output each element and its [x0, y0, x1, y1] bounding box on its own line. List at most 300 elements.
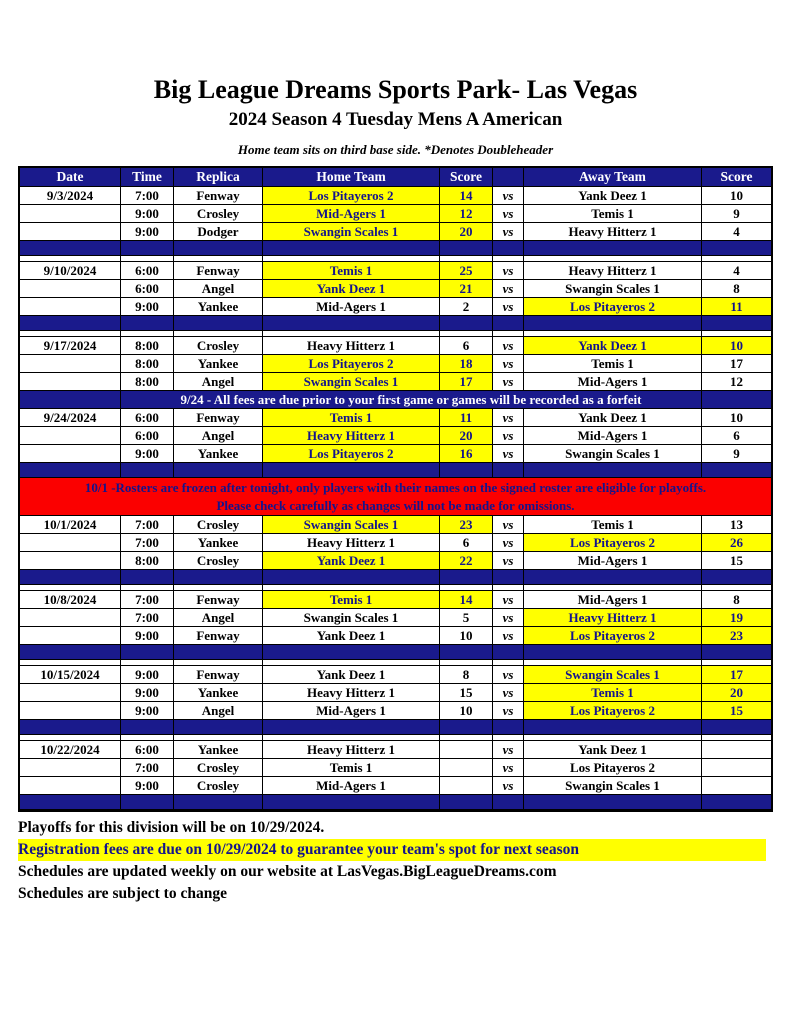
home-score-cell: 18: [440, 355, 493, 373]
away-team-cell: Mid-Agers 1: [524, 552, 702, 570]
away-team-cell: Yank Deez 1: [524, 409, 702, 427]
separator-cell: [493, 316, 524, 331]
separator-cell: [174, 720, 263, 735]
time-cell: 9:00: [121, 205, 174, 223]
separator-cell: [440, 795, 493, 810]
date-cell: [20, 205, 121, 223]
game-row: [20, 337, 771, 355]
replica-cell: Angel: [174, 373, 263, 391]
away-score-cell: 4: [702, 262, 771, 280]
separator-cell: [440, 645, 493, 660]
separator-cell: [524, 720, 702, 735]
away-team-cell: Heavy Hitterz 1: [524, 609, 702, 627]
date-cell: [20, 373, 121, 391]
separator-row: [20, 795, 771, 810]
replica-cell: Crosley: [174, 337, 263, 355]
date-cell: [20, 280, 121, 298]
date-cell: 9/3/2024: [20, 187, 121, 205]
vs-cell: vs: [493, 609, 524, 627]
vs-cell: vs: [493, 445, 524, 463]
date-cell: [20, 552, 121, 570]
separator-cell: [493, 241, 524, 256]
replica-cell: Yankee: [174, 445, 263, 463]
home-score-cell: 14: [440, 187, 493, 205]
separator-cell: [524, 463, 702, 478]
away-team-cell: Temis 1: [524, 684, 702, 702]
roster-banner-line2: Please check carefully as changes will not be made for omissions.: [216, 497, 575, 513]
separator-cell: [440, 720, 493, 735]
separator-cell: [702, 316, 771, 331]
col-header-away-score: Score: [702, 168, 771, 187]
separator-cell: [174, 316, 263, 331]
away-team-cell: Mid-Agers 1: [524, 591, 702, 609]
game-row: [20, 223, 771, 241]
home-score-cell: 10: [440, 702, 493, 720]
vs-cell: vs: [493, 337, 524, 355]
separator-cell: [263, 463, 440, 478]
away-team-cell: Temis 1: [524, 516, 702, 534]
game-row: [20, 409, 771, 427]
home-team-cell: Mid-Agers 1: [263, 205, 440, 223]
replica-cell: Yankee: [174, 534, 263, 552]
vs-cell: vs: [493, 777, 524, 795]
col-header-date: Date: [20, 168, 121, 187]
away-score-cell: 19: [702, 609, 771, 627]
time-cell: 9:00: [121, 298, 174, 316]
game-row: [20, 516, 771, 534]
home-team-cell: Heavy Hitterz 1: [263, 534, 440, 552]
separator-cell: [20, 316, 121, 331]
page: [18, 0, 773, 905]
roster-banner-row: [20, 478, 771, 516]
game-row: [20, 373, 771, 391]
away-score-cell: 15: [702, 552, 771, 570]
page-title: Big League Dreams Sports Park- Las Vegas: [153, 75, 638, 104]
replica-cell: Yankee: [174, 684, 263, 702]
home-team-cell: Heavy Hitterz 1: [263, 337, 440, 355]
time-cell: 8:00: [121, 373, 174, 391]
away-score-cell: 23: [702, 627, 771, 645]
away-score-cell: 15: [702, 702, 771, 720]
fees-banner-left-cell: [20, 391, 121, 409]
home-score-cell: 12: [440, 205, 493, 223]
home-score-cell: [440, 777, 493, 795]
date-cell: [20, 427, 121, 445]
home-score-cell: 15: [440, 684, 493, 702]
game-row: [20, 427, 771, 445]
separator-row: [20, 645, 771, 660]
replica-cell: Fenway: [174, 666, 263, 684]
date-cell: 10/8/2024: [20, 591, 121, 609]
footer-change-note: Schedules are subject to change: [18, 884, 227, 902]
vs-cell: vs: [493, 552, 524, 570]
time-cell: 6:00: [121, 427, 174, 445]
separator-cell: [174, 795, 263, 810]
col-header-replica: Replica: [174, 168, 263, 187]
separator-cell: [493, 795, 524, 810]
time-cell: 8:00: [121, 355, 174, 373]
home-score-cell: 6: [440, 534, 493, 552]
page-subtitle: 2024 Season 4 Tuesday Mens A American: [228, 109, 563, 131]
vs-cell: vs: [493, 205, 524, 223]
replica-cell: Angel: [174, 280, 263, 298]
home-score-cell: 16: [440, 445, 493, 463]
home-score-cell: 21: [440, 280, 493, 298]
time-cell: 9:00: [121, 627, 174, 645]
home-team-cell: Yank Deez 1: [263, 552, 440, 570]
separator-row: [20, 570, 771, 585]
home-score-cell: 22: [440, 552, 493, 570]
away-team-cell: Los Pitayeros 2: [524, 298, 702, 316]
home-score-cell: 10: [440, 627, 493, 645]
game-row: [20, 445, 771, 463]
away-score-cell: 8: [702, 591, 771, 609]
time-cell: 7:00: [121, 759, 174, 777]
home-team-cell: Mid-Agers 1: [263, 777, 440, 795]
date-cell: [20, 609, 121, 627]
game-row: [20, 552, 771, 570]
away-team-cell: Los Pitayeros 2: [524, 759, 702, 777]
separator-cell: [493, 720, 524, 735]
separator-row: [20, 463, 771, 478]
home-team-cell: Mid-Agers 1: [263, 702, 440, 720]
away-score-cell: 26: [702, 534, 771, 552]
home-team-cell: Los Pitayeros 2: [263, 187, 440, 205]
separator-cell: [493, 570, 524, 585]
separator-row: [20, 316, 771, 331]
away-team-cell: Los Pitayeros 2: [524, 534, 702, 552]
home-score-cell: 6: [440, 337, 493, 355]
vs-cell: vs: [493, 187, 524, 205]
home-team-cell: Heavy Hitterz 1: [263, 684, 440, 702]
time-cell: 6:00: [121, 409, 174, 427]
fees-banner-text: 9/24 - All fees are due prior to your first game or games will be recorded as a forfeit: [121, 391, 702, 409]
home-team-cell: Temis 1: [263, 409, 440, 427]
replica-cell: Fenway: [174, 591, 263, 609]
vs-cell: vs: [493, 666, 524, 684]
home-team-cell: Los Pitayeros 2: [263, 355, 440, 373]
separator-cell: [20, 570, 121, 585]
separator-cell: [702, 645, 771, 660]
separator-cell: [440, 316, 493, 331]
away-score-cell: [702, 759, 771, 777]
game-row: [20, 777, 771, 795]
replica-cell: Dodger: [174, 223, 263, 241]
schedule-table: [18, 166, 773, 812]
replica-cell: Angel: [174, 427, 263, 445]
vs-cell: vs: [493, 627, 524, 645]
separator-cell: [524, 316, 702, 331]
home-team-cell: Temis 1: [263, 591, 440, 609]
home-team-cell: Swangin Scales 1: [263, 373, 440, 391]
separator-cell: [702, 570, 771, 585]
separator-cell: [20, 720, 121, 735]
separator-cell: [702, 463, 771, 478]
away-score-cell: 17: [702, 355, 771, 373]
time-cell: 9:00: [121, 223, 174, 241]
home-score-cell: 23: [440, 516, 493, 534]
separator-cell: [263, 570, 440, 585]
home-score-cell: 20: [440, 223, 493, 241]
away-score-cell: 10: [702, 187, 771, 205]
game-row: [20, 280, 771, 298]
away-score-cell: 9: [702, 205, 771, 223]
replica-cell: Angel: [174, 702, 263, 720]
replica-cell: Yankee: [174, 741, 263, 759]
date-cell: 10/22/2024: [20, 741, 121, 759]
time-cell: 8:00: [121, 552, 174, 570]
separator-cell: [174, 241, 263, 256]
vs-cell: vs: [493, 262, 524, 280]
vs-cell: vs: [493, 702, 524, 720]
game-row: [20, 187, 771, 205]
home-team-cell: Swangin Scales 1: [263, 223, 440, 241]
time-cell: 7:00: [121, 516, 174, 534]
date-cell: [20, 759, 121, 777]
time-cell: 9:00: [121, 702, 174, 720]
footer-notes: [18, 817, 773, 905]
separator-cell: [493, 645, 524, 660]
roster-banner-cell: [20, 478, 771, 516]
date-cell: [20, 702, 121, 720]
time-cell: 9:00: [121, 777, 174, 795]
vs-cell: vs: [493, 223, 524, 241]
game-row: [20, 702, 771, 720]
fees-banner-right-cell: [702, 391, 771, 409]
date-cell: [20, 627, 121, 645]
time-cell: 7:00: [121, 609, 174, 627]
date-cell: [20, 223, 121, 241]
away-score-cell: 17: [702, 666, 771, 684]
home-team-cell: Temis 1: [263, 262, 440, 280]
away-team-cell: Yank Deez 1: [524, 337, 702, 355]
home-score-cell: 8: [440, 666, 493, 684]
separator-cell: [702, 720, 771, 735]
date-cell: [20, 445, 121, 463]
vs-cell: vs: [493, 355, 524, 373]
home-team-cell: Heavy Hitterz 1: [263, 427, 440, 445]
vs-cell: vs: [493, 280, 524, 298]
away-score-cell: 4: [702, 223, 771, 241]
separator-cell: [20, 463, 121, 478]
away-team-cell: Swangin Scales 1: [524, 666, 702, 684]
time-cell: 6:00: [121, 741, 174, 759]
separator-cell: [440, 241, 493, 256]
vs-cell: vs: [493, 298, 524, 316]
time-cell: 6:00: [121, 262, 174, 280]
replica-cell: Fenway: [174, 187, 263, 205]
game-row: [20, 591, 771, 609]
vs-cell: vs: [493, 373, 524, 391]
separator-cell: [524, 645, 702, 660]
replica-cell: Yankee: [174, 298, 263, 316]
table-header-row: [20, 168, 771, 187]
away-score-cell: 11: [702, 298, 771, 316]
away-team-cell: Swangin Scales 1: [524, 280, 702, 298]
separator-cell: [20, 645, 121, 660]
separator-cell: [20, 241, 121, 256]
game-row: [20, 205, 771, 223]
home-score-cell: [440, 741, 493, 759]
footer-registration-note: Registration fees are due on 10/29/2024 to guarantee your team's spot for next season: [18, 839, 766, 861]
game-row: [20, 262, 771, 280]
footer-playoffs-note: Playoffs for this division will be on 10/29/2024.: [18, 818, 325, 836]
separator-row: [20, 720, 771, 735]
separator-cell: [440, 570, 493, 585]
vs-cell: vs: [493, 759, 524, 777]
game-row: [20, 534, 771, 552]
home-score-cell: 17: [440, 373, 493, 391]
away-score-cell: 13: [702, 516, 771, 534]
date-cell: [20, 777, 121, 795]
away-team-cell: Temis 1: [524, 205, 702, 223]
home-score-cell: 5: [440, 609, 493, 627]
replica-cell: Crosley: [174, 759, 263, 777]
away-team-cell: Swangin Scales 1: [524, 445, 702, 463]
separator-cell: [121, 316, 174, 331]
vs-cell: vs: [493, 534, 524, 552]
away-score-cell: 8: [702, 280, 771, 298]
separator-cell: [121, 720, 174, 735]
home-team-cell: Yank Deez 1: [263, 666, 440, 684]
vs-cell: vs: [493, 409, 524, 427]
separator-cell: [174, 645, 263, 660]
replica-cell: Angel: [174, 609, 263, 627]
replica-cell: Crosley: [174, 516, 263, 534]
away-team-cell: Heavy Hitterz 1: [524, 223, 702, 241]
replica-cell: Crosley: [174, 777, 263, 795]
separator-cell: [121, 795, 174, 810]
vs-cell: vs: [493, 427, 524, 445]
fees-banner-row: [20, 391, 771, 409]
away-team-cell: Yank Deez 1: [524, 187, 702, 205]
away-score-cell: 6: [702, 427, 771, 445]
replica-cell: Fenway: [174, 627, 263, 645]
separator-cell: [121, 241, 174, 256]
away-score-cell: 10: [702, 409, 771, 427]
away-team-cell: Los Pitayeros 2: [524, 627, 702, 645]
replica-cell: Crosley: [174, 205, 263, 223]
date-cell: 9/24/2024: [20, 409, 121, 427]
game-row: [20, 627, 771, 645]
time-cell: 9:00: [121, 445, 174, 463]
separator-cell: [121, 570, 174, 585]
vs-cell: vs: [493, 516, 524, 534]
away-score-cell: 12: [702, 373, 771, 391]
away-team-cell: Mid-Agers 1: [524, 373, 702, 391]
time-cell: 7:00: [121, 534, 174, 552]
page-note: Home team sits on third base side. *Denotes Doubleheader: [237, 142, 554, 158]
away-score-cell: 10: [702, 337, 771, 355]
home-team-cell: Mid-Agers 1: [263, 298, 440, 316]
away-score-cell: 20: [702, 684, 771, 702]
game-row: [20, 355, 771, 373]
time-cell: 6:00: [121, 280, 174, 298]
game-row: [20, 609, 771, 627]
separator-cell: [20, 795, 121, 810]
away-team-cell: Temis 1: [524, 355, 702, 373]
away-score-cell: [702, 741, 771, 759]
home-score-cell: 25: [440, 262, 493, 280]
separator-cell: [524, 570, 702, 585]
game-row: [20, 666, 771, 684]
time-cell: 9:00: [121, 684, 174, 702]
time-cell: 7:00: [121, 187, 174, 205]
game-row: [20, 741, 771, 759]
col-header-home-score: Score: [440, 168, 493, 187]
date-cell: 10/1/2024: [20, 516, 121, 534]
home-score-cell: [440, 759, 493, 777]
home-team-cell: Heavy Hitterz 1: [263, 741, 440, 759]
home-score-cell: 11: [440, 409, 493, 427]
separator-cell: [263, 316, 440, 331]
vs-cell: vs: [493, 591, 524, 609]
date-cell: [20, 298, 121, 316]
date-cell: 9/10/2024: [20, 262, 121, 280]
away-team-cell: Heavy Hitterz 1: [524, 262, 702, 280]
time-cell: 8:00: [121, 337, 174, 355]
away-team-cell: Los Pitayeros 2: [524, 702, 702, 720]
separator-cell: [440, 463, 493, 478]
date-cell: 10/15/2024: [20, 666, 121, 684]
separator-cell: [702, 241, 771, 256]
footer-website-note: Schedules are updated weekly on our website at LasVegas.BigLeagueDreams.com: [18, 862, 557, 880]
separator-cell: [263, 795, 440, 810]
separator-cell: [121, 645, 174, 660]
home-team-cell: Swangin Scales 1: [263, 609, 440, 627]
away-team-cell: Swangin Scales 1: [524, 777, 702, 795]
replica-cell: Fenway: [174, 262, 263, 280]
col-header-home-team: Home Team: [263, 168, 440, 187]
home-team-cell: Yank Deez 1: [263, 280, 440, 298]
away-team-cell: Yank Deez 1: [524, 741, 702, 759]
col-header-vs: [493, 168, 524, 187]
game-row: [20, 298, 771, 316]
col-header-time: Time: [121, 168, 174, 187]
separator-cell: [493, 463, 524, 478]
time-cell: 7:00: [121, 591, 174, 609]
vs-cell: vs: [493, 741, 524, 759]
date-cell: [20, 355, 121, 373]
col-header-away-team: Away Team: [524, 168, 702, 187]
home-team-cell: Yank Deez 1: [263, 627, 440, 645]
date-cell: 9/17/2024: [20, 337, 121, 355]
home-score-cell: 2: [440, 298, 493, 316]
away-score-cell: [702, 777, 771, 795]
home-team-cell: Los Pitayeros 2: [263, 445, 440, 463]
separator-cell: [263, 645, 440, 660]
away-score-cell: 9: [702, 445, 771, 463]
time-cell: 9:00: [121, 666, 174, 684]
away-team-cell: Mid-Agers 1: [524, 427, 702, 445]
separator-cell: [174, 570, 263, 585]
game-row: [20, 759, 771, 777]
separator-cell: [524, 241, 702, 256]
home-team-cell: Temis 1: [263, 759, 440, 777]
replica-cell: Crosley: [174, 552, 263, 570]
home-score-cell: 14: [440, 591, 493, 609]
separator-cell: [524, 795, 702, 810]
vs-cell: vs: [493, 684, 524, 702]
separator-row: [20, 241, 771, 256]
date-cell: [20, 684, 121, 702]
roster-banner-line1: 10/1 -Rosters are frozen after tonight, only players with their names on the signed roster are eligible for playoffs.: [84, 479, 707, 495]
home-team-cell: Swangin Scales 1: [263, 516, 440, 534]
separator-cell: [263, 241, 440, 256]
separator-cell: [174, 463, 263, 478]
date-cell: [20, 534, 121, 552]
home-score-cell: 20: [440, 427, 493, 445]
